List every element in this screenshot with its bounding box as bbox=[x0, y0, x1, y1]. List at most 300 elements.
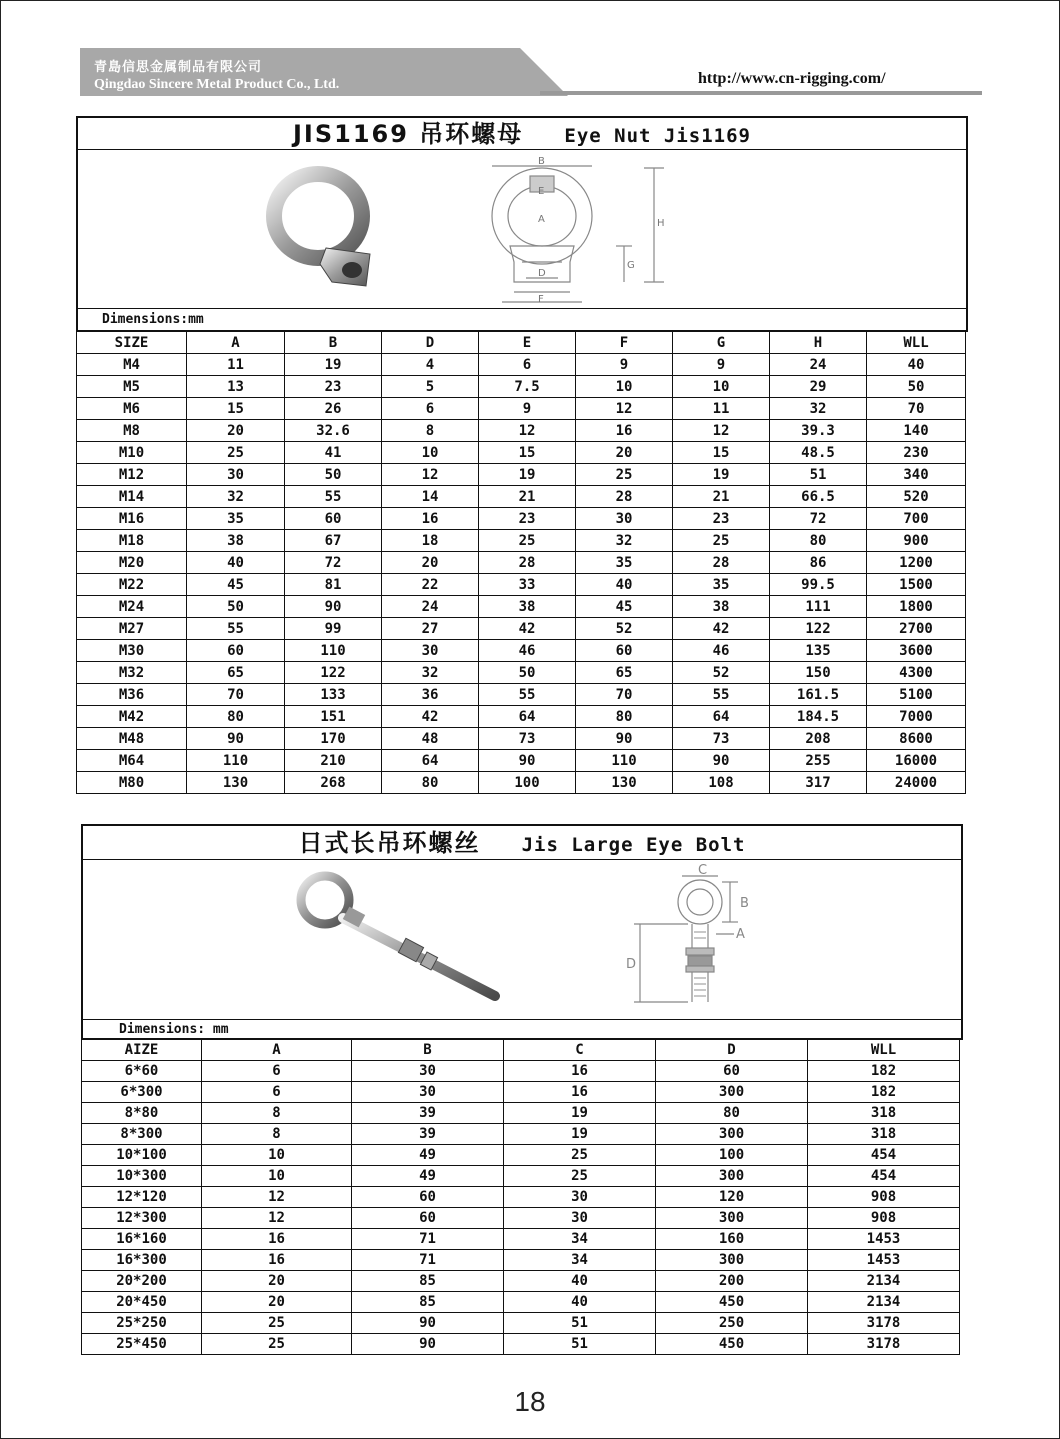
table-cell: 19 bbox=[504, 1124, 656, 1145]
table-cell: 20 bbox=[187, 420, 285, 442]
column-header: D bbox=[656, 1040, 808, 1061]
table-cell: 51 bbox=[504, 1313, 656, 1334]
table-cell: 42 bbox=[382, 706, 479, 728]
table-row bbox=[77, 376, 966, 398]
table-cell: 2700 bbox=[867, 618, 966, 640]
table-cell: 90 bbox=[187, 728, 285, 750]
table-cell: 1800 bbox=[867, 596, 966, 618]
table-cell: 6 bbox=[382, 398, 479, 420]
table-body bbox=[77, 354, 966, 794]
table-cell: 60 bbox=[352, 1187, 504, 1208]
table-cell: 9 bbox=[479, 398, 576, 420]
label-g: G bbox=[627, 260, 635, 271]
label-d: D bbox=[626, 957, 637, 972]
column-header: G bbox=[673, 332, 770, 354]
table-cell: 3178 bbox=[808, 1334, 960, 1355]
table-cell: 16 bbox=[504, 1082, 656, 1103]
table-row bbox=[77, 772, 966, 794]
column-header: A bbox=[202, 1040, 352, 1061]
label-f: F bbox=[538, 294, 544, 304]
table-cell: 50 bbox=[867, 376, 966, 398]
table-cell: 35 bbox=[673, 574, 770, 596]
table-cell: 1453 bbox=[808, 1229, 960, 1250]
table-cell: 41 bbox=[285, 442, 382, 464]
table-cell: 340 bbox=[867, 464, 966, 486]
table-header bbox=[77, 332, 966, 354]
table-cell: 9 bbox=[673, 354, 770, 376]
table-cell: 30 bbox=[504, 1187, 656, 1208]
table-row bbox=[77, 530, 966, 552]
table-cell: 85 bbox=[352, 1271, 504, 1292]
label-d: D bbox=[538, 268, 546, 279]
table-cell: 42 bbox=[479, 618, 576, 640]
table-cell: 16 bbox=[504, 1061, 656, 1082]
table-cell: 454 bbox=[808, 1166, 960, 1187]
table-cell: M22 bbox=[77, 574, 187, 596]
table-cell: M48 bbox=[77, 728, 187, 750]
table-row bbox=[82, 1187, 960, 1208]
table-cell: 49 bbox=[352, 1145, 504, 1166]
table-cell: 28 bbox=[673, 552, 770, 574]
table-cell: 10 bbox=[673, 376, 770, 398]
table-row bbox=[82, 1271, 960, 1292]
table-cell: 39 bbox=[352, 1103, 504, 1124]
table-cell: M8 bbox=[77, 420, 187, 442]
table-cell: 21 bbox=[673, 486, 770, 508]
eye-nut-diagram bbox=[458, 154, 698, 304]
table-row bbox=[77, 398, 966, 420]
column-header: AIZE bbox=[82, 1040, 202, 1061]
table-cell: M80 bbox=[77, 772, 187, 794]
table-cell: 49 bbox=[352, 1166, 504, 1187]
table-cell: 10*100 bbox=[82, 1145, 202, 1166]
table-cell: 42 bbox=[673, 618, 770, 640]
table-cell: 80 bbox=[656, 1103, 808, 1124]
table-cell: 20*450 bbox=[82, 1292, 202, 1313]
table-cell: 300 bbox=[656, 1250, 808, 1271]
company-name-cn: 青島信思金属制品有限公司 bbox=[94, 60, 263, 75]
table-cell: 23 bbox=[673, 508, 770, 530]
table-cell: 110 bbox=[187, 750, 285, 772]
table-cell: 15 bbox=[479, 442, 576, 464]
table-row bbox=[82, 1103, 960, 1124]
table-cell: 70 bbox=[187, 684, 285, 706]
table-cell: 85 bbox=[352, 1292, 504, 1313]
table-cell: 28 bbox=[576, 486, 673, 508]
table-cell: M27 bbox=[77, 618, 187, 640]
table-cell: 6 bbox=[202, 1061, 352, 1082]
table-cell: 10 bbox=[576, 376, 673, 398]
table-cell: 30 bbox=[504, 1208, 656, 1229]
table-cell: 55 bbox=[673, 684, 770, 706]
table-cell: M5 bbox=[77, 376, 187, 398]
eye-bolt-section bbox=[81, 824, 963, 1040]
table-cell: 16 bbox=[382, 508, 479, 530]
table-cell: 20 bbox=[202, 1292, 352, 1313]
table-cell: 20 bbox=[576, 442, 673, 464]
table-cell: 454 bbox=[808, 1145, 960, 1166]
table-cell: 111 bbox=[770, 596, 867, 618]
table-cell: 150 bbox=[770, 662, 867, 684]
table-cell: 6 bbox=[479, 354, 576, 376]
table-cell: 900 bbox=[867, 530, 966, 552]
column-header: WLL bbox=[867, 332, 966, 354]
table-cell: 250 bbox=[656, 1313, 808, 1334]
table-cell: 1500 bbox=[867, 574, 966, 596]
table-cell: 90 bbox=[285, 596, 382, 618]
label-a: A bbox=[538, 214, 545, 225]
label-h: H bbox=[657, 218, 665, 229]
table-cell: 300 bbox=[656, 1124, 808, 1145]
table-cell: 6 bbox=[202, 1082, 352, 1103]
table-cell: 36 bbox=[382, 684, 479, 706]
table-cell: 184.5 bbox=[770, 706, 867, 728]
table-cell: 45 bbox=[576, 596, 673, 618]
table-row bbox=[77, 596, 966, 618]
label-b: B bbox=[538, 156, 545, 167]
table-cell: 133 bbox=[285, 684, 382, 706]
table-cell: 908 bbox=[808, 1187, 960, 1208]
table-cell: 27 bbox=[382, 618, 479, 640]
table-cell: 7000 bbox=[867, 706, 966, 728]
table-cell: 16 bbox=[202, 1250, 352, 1271]
table-cell: 130 bbox=[576, 772, 673, 794]
table-cell: 16 bbox=[576, 420, 673, 442]
table-cell: 64 bbox=[479, 706, 576, 728]
table-cell: 60 bbox=[656, 1061, 808, 1082]
table-cell: 11 bbox=[673, 398, 770, 420]
table-cell: 60 bbox=[285, 508, 382, 530]
table-cell: 16*300 bbox=[82, 1250, 202, 1271]
table-cell: 6*60 bbox=[82, 1061, 202, 1082]
table-cell: 50 bbox=[479, 662, 576, 684]
table-row bbox=[77, 508, 966, 530]
table-cell: 25 bbox=[479, 530, 576, 552]
column-header: F bbox=[576, 332, 673, 354]
table-cell: 10 bbox=[382, 442, 479, 464]
table-cell: 70 bbox=[867, 398, 966, 420]
table-cell: 3600 bbox=[867, 640, 966, 662]
table-cell: 30 bbox=[576, 508, 673, 530]
table-cell: 81 bbox=[285, 574, 382, 596]
table-cell: 34 bbox=[504, 1250, 656, 1271]
table-cell: 8 bbox=[202, 1124, 352, 1145]
table-cell: 90 bbox=[352, 1313, 504, 1334]
table-cell: 255 bbox=[770, 750, 867, 772]
table-cell: 24000 bbox=[867, 772, 966, 794]
table-cell: 140 bbox=[867, 420, 966, 442]
label-b: B bbox=[740, 896, 749, 911]
table-cell: 12 bbox=[576, 398, 673, 420]
table-cell: 12*300 bbox=[82, 1208, 202, 1229]
table-cell: 48 bbox=[382, 728, 479, 750]
table-cell: 80 bbox=[187, 706, 285, 728]
table-body bbox=[82, 1061, 960, 1355]
table-cell: 10 bbox=[202, 1145, 352, 1166]
table-cell: 22 bbox=[382, 574, 479, 596]
table-cell: 80 bbox=[576, 706, 673, 728]
table-cell: 450 bbox=[656, 1334, 808, 1355]
table-cell: M10 bbox=[77, 442, 187, 464]
table-cell: 23 bbox=[285, 376, 382, 398]
table-row bbox=[82, 1229, 960, 1250]
table-cell: 64 bbox=[382, 750, 479, 772]
table-cell: 55 bbox=[187, 618, 285, 640]
table-cell: 300 bbox=[656, 1208, 808, 1229]
table-cell: 317 bbox=[770, 772, 867, 794]
table-cell: 2134 bbox=[808, 1271, 960, 1292]
table-cell: 25 bbox=[202, 1313, 352, 1334]
table-cell: 55 bbox=[285, 486, 382, 508]
table-cell: 86 bbox=[770, 552, 867, 574]
table-cell: 73 bbox=[673, 728, 770, 750]
table-row bbox=[77, 354, 966, 376]
table-cell: 3178 bbox=[808, 1313, 960, 1334]
table-cell: 32 bbox=[187, 486, 285, 508]
table-cell: 318 bbox=[808, 1124, 960, 1145]
table-cell: 12 bbox=[382, 464, 479, 486]
table-cell: 520 bbox=[867, 486, 966, 508]
table-cell: 700 bbox=[867, 508, 966, 530]
table-cell: 110 bbox=[285, 640, 382, 662]
table-cell: 32 bbox=[382, 662, 479, 684]
table-cell: 1200 bbox=[867, 552, 966, 574]
column-header: E bbox=[479, 332, 576, 354]
table-row bbox=[82, 1313, 960, 1334]
column-header: SIZE bbox=[77, 332, 187, 354]
table-cell: 230 bbox=[867, 442, 966, 464]
table-cell: M12 bbox=[77, 464, 187, 486]
table-cell: 25 bbox=[673, 530, 770, 552]
table-cell: 19 bbox=[504, 1103, 656, 1124]
table-cell: 65 bbox=[187, 662, 285, 684]
table-cell: M6 bbox=[77, 398, 187, 420]
table-row bbox=[77, 442, 966, 464]
table-cell: 30 bbox=[352, 1082, 504, 1103]
table-cell: 19 bbox=[285, 354, 382, 376]
table-cell: 161.5 bbox=[770, 684, 867, 706]
column-header: C bbox=[504, 1040, 656, 1061]
table-cell: 30 bbox=[382, 640, 479, 662]
table-cell: 160 bbox=[656, 1229, 808, 1250]
table-cell: 19 bbox=[673, 464, 770, 486]
table-cell: 80 bbox=[382, 772, 479, 794]
table-cell: 24 bbox=[382, 596, 479, 618]
table-cell: 73 bbox=[479, 728, 576, 750]
table-cell: 60 bbox=[352, 1208, 504, 1229]
table-row bbox=[77, 750, 966, 772]
table-cell: 300 bbox=[656, 1082, 808, 1103]
dimensions-label: Dimensions: mm bbox=[119, 1022, 229, 1037]
table-row bbox=[77, 728, 966, 750]
table-cell: 29 bbox=[770, 376, 867, 398]
table-cell: 35 bbox=[187, 508, 285, 530]
table-cell: 16000 bbox=[867, 750, 966, 772]
table-cell: 25 bbox=[504, 1145, 656, 1166]
table-cell: 151 bbox=[285, 706, 382, 728]
table-cell: 15 bbox=[187, 398, 285, 420]
table-cell: 12 bbox=[673, 420, 770, 442]
table-cell: 25 bbox=[202, 1334, 352, 1355]
table-cell: 5100 bbox=[867, 684, 966, 706]
table-row bbox=[77, 486, 966, 508]
table-cell: 12 bbox=[202, 1187, 352, 1208]
table-cell: 8*80 bbox=[82, 1103, 202, 1124]
table-cell: 32.6 bbox=[285, 420, 382, 442]
table-header bbox=[82, 1040, 960, 1061]
table-cell: 12*120 bbox=[82, 1187, 202, 1208]
table-row bbox=[77, 640, 966, 662]
table-cell: 135 bbox=[770, 640, 867, 662]
table-cell: 51 bbox=[504, 1334, 656, 1355]
table-row bbox=[82, 1334, 960, 1355]
table-cell: 130 bbox=[187, 772, 285, 794]
company-name-en: Qingdao Sincere Metal Product Co., Ltd. bbox=[94, 77, 340, 92]
eye-bolt-diagram bbox=[618, 862, 788, 1012]
table-cell: 30 bbox=[352, 1061, 504, 1082]
table-row bbox=[82, 1061, 960, 1082]
section-title bbox=[83, 826, 961, 860]
table-cell: 39 bbox=[352, 1124, 504, 1145]
table-cell: 25*250 bbox=[82, 1313, 202, 1334]
table-cell: 12 bbox=[202, 1208, 352, 1229]
table-cell: 70 bbox=[576, 684, 673, 706]
table-cell: 11 bbox=[187, 354, 285, 376]
table-cell: 100 bbox=[656, 1145, 808, 1166]
table-cell: 100 bbox=[479, 772, 576, 794]
table-cell: 12 bbox=[479, 420, 576, 442]
table-cell: 1453 bbox=[808, 1250, 960, 1271]
table-cell: 99 bbox=[285, 618, 382, 640]
table-cell: 23 bbox=[479, 508, 576, 530]
table-cell: 210 bbox=[285, 750, 382, 772]
table-cell: 46 bbox=[479, 640, 576, 662]
product-image-row bbox=[78, 150, 966, 309]
table-cell: 25 bbox=[504, 1166, 656, 1187]
table-cell: 14 bbox=[382, 486, 479, 508]
table-row bbox=[82, 1082, 960, 1103]
table-row bbox=[82, 1250, 960, 1271]
table-cell: 26 bbox=[285, 398, 382, 420]
table-row bbox=[77, 420, 966, 442]
table-cell: 21 bbox=[479, 486, 576, 508]
table-cell: 182 bbox=[808, 1061, 960, 1082]
table-cell: 52 bbox=[673, 662, 770, 684]
table-cell: M4 bbox=[77, 354, 187, 376]
dimensions-label: Dimensions:mm bbox=[102, 312, 204, 327]
table-cell: 55 bbox=[479, 684, 576, 706]
table-cell: 51 bbox=[770, 464, 867, 486]
title-cn: JIS1169 吊环螺母 bbox=[293, 120, 524, 148]
table-cell: 28 bbox=[479, 552, 576, 574]
table-cell: 13 bbox=[187, 376, 285, 398]
table-cell: 4 bbox=[382, 354, 479, 376]
column-header: D bbox=[382, 332, 479, 354]
table-row bbox=[77, 618, 966, 640]
table-cell: 20 bbox=[382, 552, 479, 574]
table-cell: 120 bbox=[656, 1187, 808, 1208]
table-cell: 200 bbox=[656, 1271, 808, 1292]
eye-bolt-photo bbox=[283, 870, 513, 1010]
table-row bbox=[77, 684, 966, 706]
table-cell: 182 bbox=[808, 1082, 960, 1103]
table-cell: 66.5 bbox=[770, 486, 867, 508]
eye-nut-section bbox=[76, 116, 968, 332]
table-cell: 122 bbox=[285, 662, 382, 684]
table-row bbox=[82, 1166, 960, 1187]
table-cell: 19 bbox=[479, 464, 576, 486]
table-cell: 170 bbox=[285, 728, 382, 750]
table-cell: M14 bbox=[77, 486, 187, 508]
table-cell: M18 bbox=[77, 530, 187, 552]
eye-bolt-table bbox=[81, 1039, 960, 1355]
table-cell: 122 bbox=[770, 618, 867, 640]
table-cell: 24 bbox=[770, 354, 867, 376]
table-cell: M36 bbox=[77, 684, 187, 706]
table-cell: 32 bbox=[576, 530, 673, 552]
table-cell: 8 bbox=[382, 420, 479, 442]
column-header: B bbox=[285, 332, 382, 354]
table-cell: 60 bbox=[187, 640, 285, 662]
table-row bbox=[77, 552, 966, 574]
table-cell: 71 bbox=[352, 1229, 504, 1250]
table-cell: 8*300 bbox=[82, 1124, 202, 1145]
table-cell: 8600 bbox=[867, 728, 966, 750]
column-header: H bbox=[770, 332, 867, 354]
eye-nut-table bbox=[76, 331, 966, 794]
table-cell: 67 bbox=[285, 530, 382, 552]
table-row bbox=[77, 574, 966, 596]
table-cell: M16 bbox=[77, 508, 187, 530]
table-cell: 7.5 bbox=[479, 376, 576, 398]
table-cell: 40 bbox=[867, 354, 966, 376]
website-url[interactable]: http://www.cn-rigging.com/ bbox=[698, 70, 886, 87]
table-cell: 16 bbox=[202, 1229, 352, 1250]
table-cell: 65 bbox=[576, 662, 673, 684]
table-cell: 25 bbox=[576, 464, 673, 486]
table-cell: 39.3 bbox=[770, 420, 867, 442]
table-cell: M24 bbox=[77, 596, 187, 618]
table-cell: 10 bbox=[202, 1166, 352, 1187]
table-cell: 25 bbox=[187, 442, 285, 464]
title-en: Eye Nut Jis1169 bbox=[564, 125, 751, 147]
table-cell: 72 bbox=[770, 508, 867, 530]
table-cell: 208 bbox=[770, 728, 867, 750]
table-cell: 6*300 bbox=[82, 1082, 202, 1103]
table-cell: M20 bbox=[77, 552, 187, 574]
table-cell: 90 bbox=[576, 728, 673, 750]
table-cell: 40 bbox=[576, 574, 673, 596]
table-cell: M30 bbox=[77, 640, 187, 662]
table-cell: 90 bbox=[673, 750, 770, 772]
table-cell: 38 bbox=[673, 596, 770, 618]
table-cell: 33 bbox=[479, 574, 576, 596]
table-cell: M64 bbox=[77, 750, 187, 772]
table-cell: 90 bbox=[479, 750, 576, 772]
table-cell: M32 bbox=[77, 662, 187, 684]
label-e: E bbox=[538, 186, 545, 197]
table-cell: 90 bbox=[352, 1334, 504, 1355]
table-cell: 318 bbox=[808, 1103, 960, 1124]
table-cell: 32 bbox=[770, 398, 867, 420]
title-cn: 日式长吊环螺丝 bbox=[298, 829, 481, 857]
table-row bbox=[82, 1208, 960, 1229]
table-cell: 71 bbox=[352, 1250, 504, 1271]
table-cell: 25*450 bbox=[82, 1334, 202, 1355]
table-cell: 50 bbox=[187, 596, 285, 618]
table-cell: 48.5 bbox=[770, 442, 867, 464]
table-cell: 110 bbox=[576, 750, 673, 772]
